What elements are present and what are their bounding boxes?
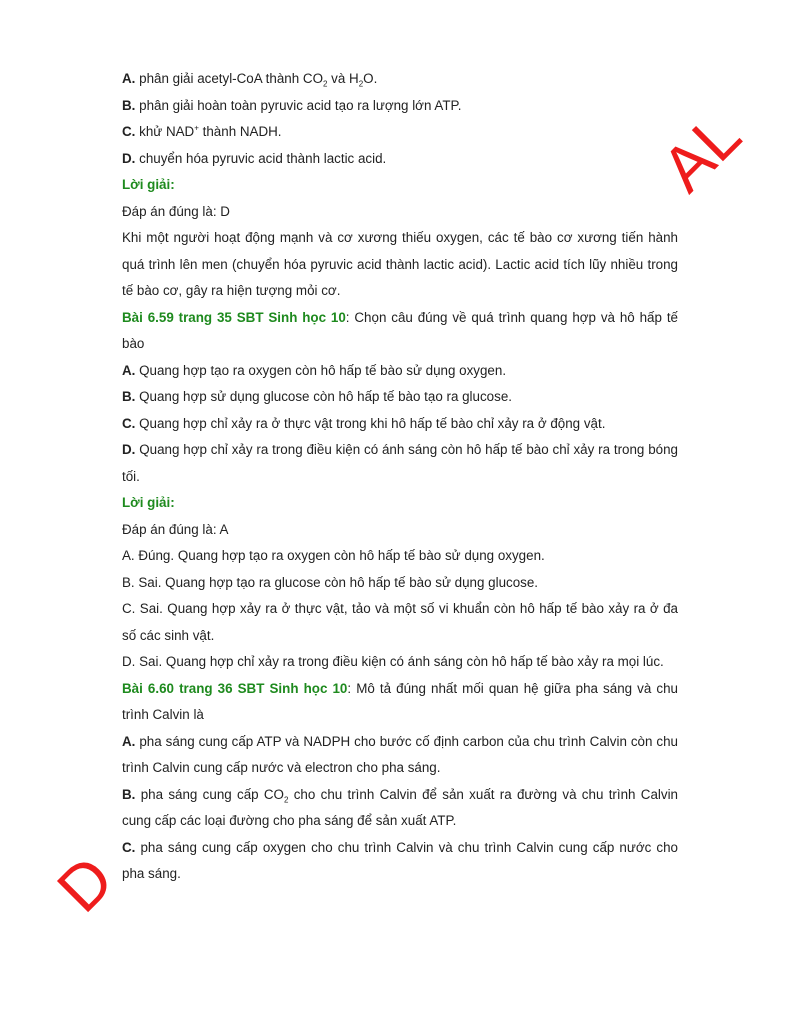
q2-explanation-a: A. Đúng. Quang hợp tạo ra oxygen còn hô hấp tế bào sử dụng oxygen. (122, 548, 545, 563)
q2-explanation-d: D. Sai. Quang hợp chỉ xảy ra trong điều kiện có ánh sáng còn hô hấp tế bào xảy ra mọi lúc. (122, 654, 664, 669)
q3-title: Bài 6.60 trang 36 SBT Sinh học 10 (122, 680, 348, 696)
q2-explanation-b: B. Sai. Quang hợp tạo ra glucose còn hô hấp tế bào sử dụng glucose. (122, 574, 539, 590)
document-body (122, 66, 678, 888)
q2-explanation-c: C. Sai. Quang hợp xảy ra ở thực vật, tảo và một số vi khuẩn còn hô hấp tế bào xảy ra ở đa số các sinh vật. (122, 601, 678, 643)
watermark-top: AL (648, 98, 755, 206)
q1-option-c: C. khử NAD+ thành NADH. (122, 123, 282, 139)
q2-answer: Đáp án đúng là: A (122, 521, 229, 537)
q2-option-d: D. Quang hợp chỉ xảy ra trong điều kiện có ánh sáng còn hô hấp tế bào chỉ xảy ra trong bóng tối. (122, 442, 678, 484)
q1-option-b: B. phân giải hoàn toàn pyruvic acid tạo ra lượng lớn ATP. (122, 97, 462, 113)
q1-option-d: D. chuyển hóa pyruvic acid thành lactic acid. (122, 150, 387, 166)
q1-option-a: A. phân giải acetyl-CoA thành $CO_2$ và $H_2O$. (122, 71, 378, 89)
q2-solution-label: Lời giải: (122, 495, 175, 510)
watermark-bottom: D (43, 842, 127, 926)
q3-option-c: C. pha sáng cung cấp oxygen cho chu trình Calvin và chu trình Calvin cung cấp nước cho pha sáng. (122, 839, 678, 881)
q3-option-a: A. pha sáng cung cấp ATP và NADPH cho bước cố định carbon của chu trình Calvin còn chu trình Calvin cung cấp nước và electron cho pha sáng. (122, 733, 678, 775)
q2-option-b: B. Quang hợp sử dụng glucose còn hô hấp tế bào tạo ra glucose. (122, 389, 512, 404)
q3-question: Bài 6.60 trang 36 SBT Sinh học 10: Mô tả đúng nhất mối quan hệ giữa pha sáng và chu trình Calvin là (122, 680, 678, 722)
q1-answer: Đáp án đúng là: D (122, 203, 230, 219)
q2-question: Bài 6.59 trang 35 SBT Sinh học 10: Chọn câu đúng về quá trình quang hợp và hô hấp tế bào (122, 309, 678, 351)
q3-option-b: B. pha sáng cung cấp $CO_2$ cho chu trình Calvin để sản xuất ra đường và chu trình Calvin cung cấp các loại đường cho pha sáng để sản xuất ATP. (122, 786, 678, 828)
q2-option-a: A. Quang hợp tạo ra oxygen còn hô hấp tế bào sử dụng oxygen. (122, 362, 507, 378)
q1-explanation: Khi một người hoạt động mạnh và cơ xương thiếu oxygen, các tế bào cơ xương tiến hành quá trình lên men (chuyển hóa pyruvic acid thành lactic acid). Lactic acid tích lũy nhiều trong tế bào cơ, gây ra hiện tượng mỏi cơ. (122, 230, 678, 298)
q1-solution-label: Lời giải: (122, 177, 175, 192)
q2-title: Bài 6.59 trang 35 SBT Sinh học 10 (122, 309, 346, 325)
q2-option-c: C. Quang hợp chỉ xảy ra ở thực vật trong khi hô hấp tế bào chỉ xảy ra ở động vật. (122, 415, 606, 431)
